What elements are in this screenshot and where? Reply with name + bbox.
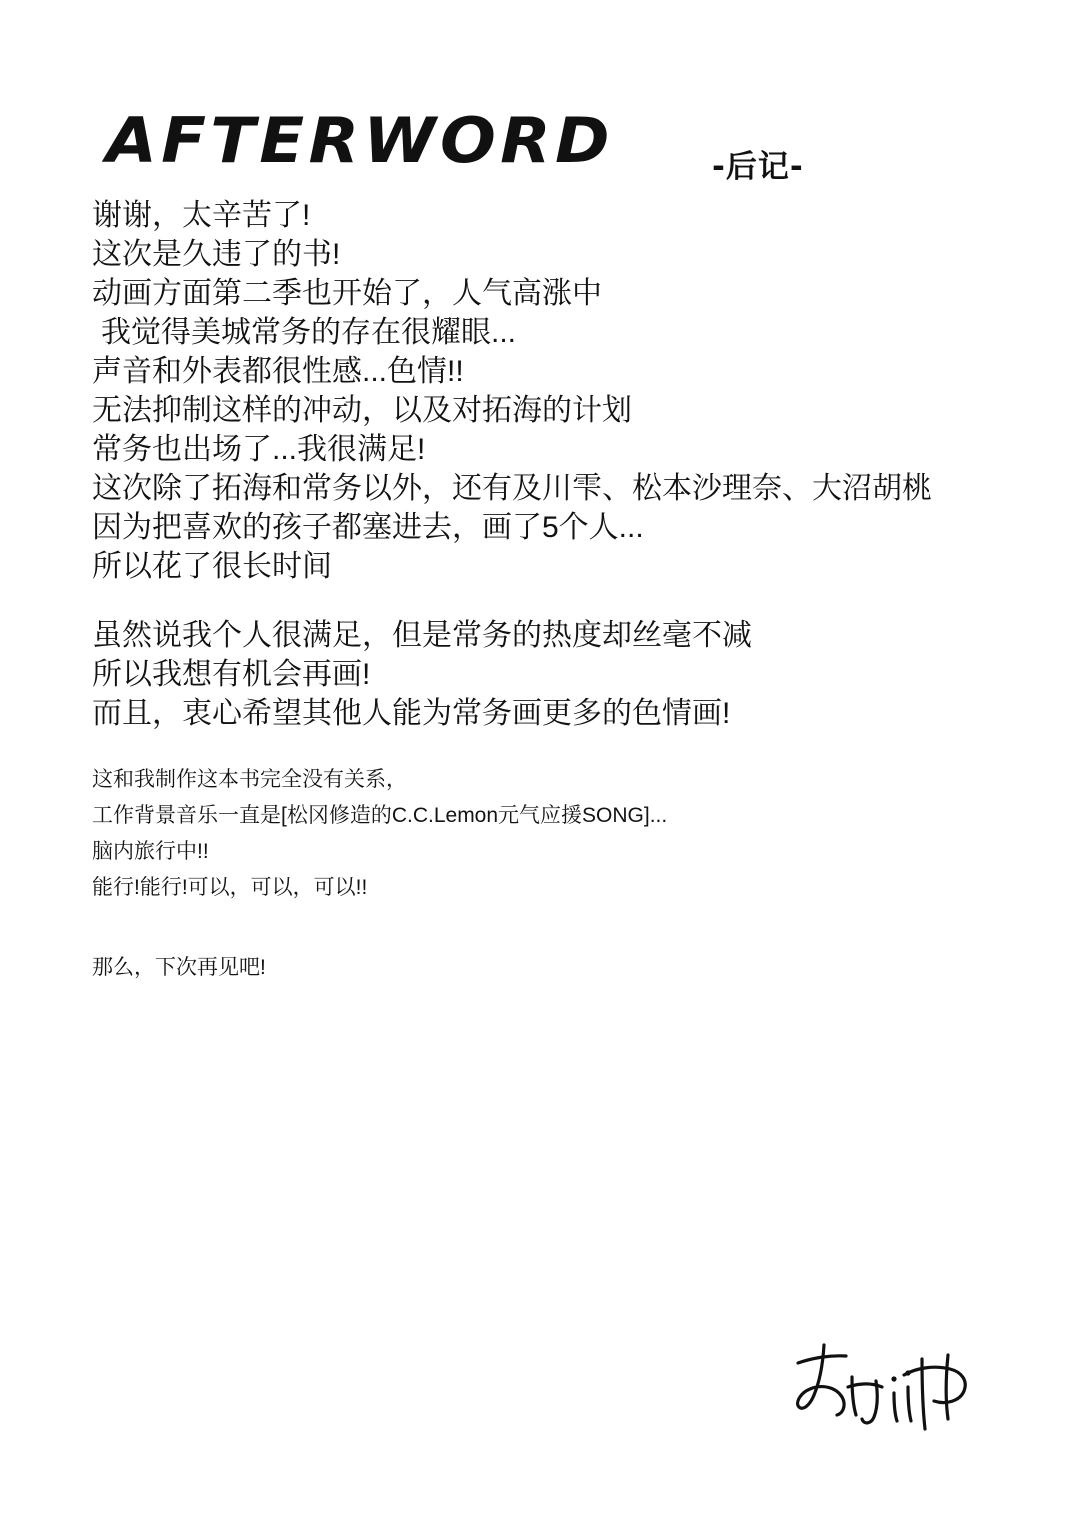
page-header [0, 55, 1075, 185]
main-paragraph [92, 196, 972, 586]
text-line: 能行!能行!可以，可以，可以!! [92, 876, 368, 899]
text-line: 常务也出场了...我很满足! [92, 433, 426, 466]
text-line: 这次是久违了的书! [92, 238, 341, 271]
text-line: 谢谢，太辛苦了! [92, 199, 311, 232]
text-line: 脑内旅行中!! [92, 840, 209, 863]
text-line: 工作背景音乐一直是[松冈修造的C.C.Lemon元气应援SONG]... [92, 804, 668, 827]
text-line: 动画方面第二季也开始了，人气高涨中 [92, 277, 602, 310]
text-line: 虽然说我个人很满足，但是常务的热度却丝毫不减 [92, 619, 752, 652]
text-line: 我觉得美城常务的存在很耀眼... [101, 316, 517, 349]
second-paragraph [92, 616, 972, 733]
text-line: 这和我制作这本书完全没有关系， [92, 768, 407, 791]
text-line: 那么，下次再见吧! [92, 956, 266, 979]
text-line: 所以我想有机会再画! [92, 658, 371, 691]
text-line: 无法抑制这样的冲动，以及对拓海的计划 [92, 394, 632, 427]
text-line: 所以花了很长时间 [92, 550, 332, 583]
text-line: 声音和外表都很性感...色情!! [92, 355, 464, 388]
page-subtitle: -后记- [712, 149, 804, 185]
text-line: 而且，衷心希望其他人能为常务画更多的色情画! [92, 697, 731, 730]
text-line: 因为把喜欢的孩子都塞进去，画了5个人... [92, 511, 644, 544]
text-line: 这次除了拓海和常务以外，还有及川雫、松本沙理奈、大沼胡桃 [92, 472, 932, 505]
page-title: AFTERWORD [106, 104, 614, 177]
signature-icon [790, 1335, 980, 1445]
note-paragraph [92, 762, 972, 906]
closing-paragraph [92, 950, 972, 986]
